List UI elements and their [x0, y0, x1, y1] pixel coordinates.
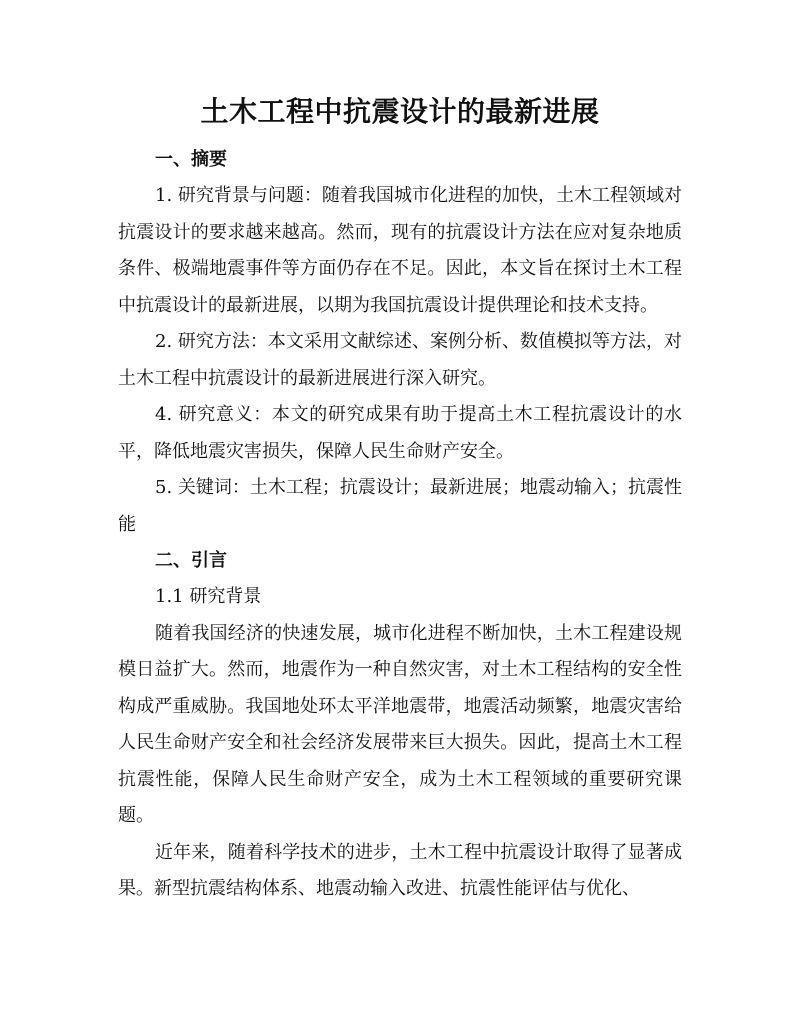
subsection-heading-background: 1.1 研究背景	[155, 586, 262, 607]
abstract-item-method: 2. 研究方法：本文采用文献综述、案例分析、数值模拟等方法，对土木工程中抗震设计的最新进展进行深入研究。	[118, 331, 682, 389]
abstract-item-background: 1. 研究背景与问题：随着我国城市化进程的加快，土木工程领域对抗震设计的要求越来越高。然而，现有的抗震设计方法在应对复杂地质条件、极端地震事件等方面仍存在不足。因此，本文旨在探讨土木工程中抗震设计的最新进展，以期为我国抗震设计提供理论和技术支持。	[118, 185, 682, 316]
abstract-item-keywords: 5. 关键词：土木工程；抗震设计；最新进展；地震动输入；抗震性能	[118, 477, 682, 535]
section-heading-abstract: 一、摘要	[155, 149, 227, 170]
document-title: 土木工程中抗震设计的最新进展	[200, 95, 600, 128]
intro-paragraph: 近年来，随着科学技术的进步，土木工程中抗震设计取得了显著成果。新型抗震结构体系、地震动输入改进、抗震性能评估与优化、	[118, 841, 682, 899]
intro-paragraph: 随着我国经济的快速发展，城市化进程不断加快，土木工程建设规模日益扩大。然而，地震作为一种自然灾害，对土木工程结构的安全性构成严重威胁。我国地处环太平洋地震带，地震活动频繁，地震灾害给人民生命财产安全和社会经济发展带来巨大损失。因此，提高土木工程抗震性能，保障人民生命财产安全，成为土木工程领域的重要研究课题。	[118, 622, 682, 826]
section-heading-intro: 二、引言	[155, 550, 227, 571]
abstract-item-significance: 4. 研究意义：本文的研究成果有助于提高土木工程抗震设计的水平，降低地震灾害损失，保障人民生命财产安全。	[118, 404, 682, 462]
